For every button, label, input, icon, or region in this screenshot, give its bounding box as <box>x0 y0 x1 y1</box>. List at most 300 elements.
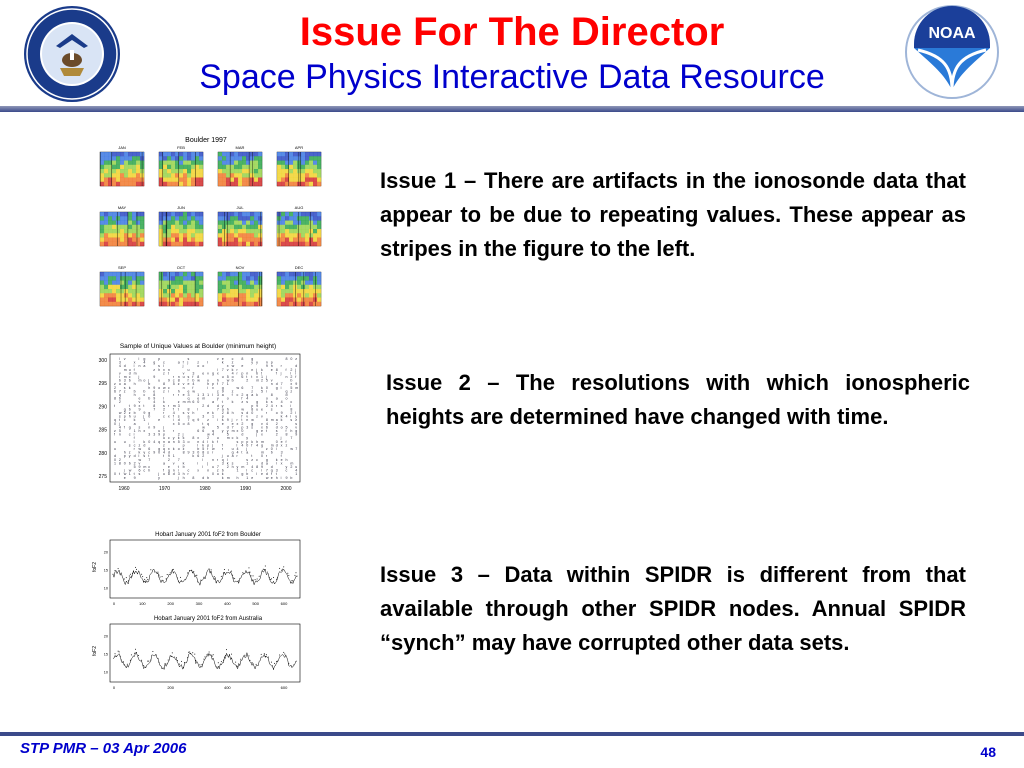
grid-cell <box>124 238 128 242</box>
unique-value-mark: d <box>275 443 278 448</box>
unique-value-mark: l <box>246 468 248 473</box>
grid-cell <box>289 285 293 289</box>
grid-cell <box>230 233 234 237</box>
unique-value-mark: t <box>251 375 253 379</box>
grid-cell <box>230 238 234 242</box>
grid-cell <box>100 212 104 216</box>
grid-cell <box>242 289 246 293</box>
unique-value-mark: 0 <box>114 472 116 477</box>
grid-cell <box>136 161 140 165</box>
grid-cell <box>222 293 226 297</box>
grid-cell <box>297 298 301 302</box>
grid-cell <box>195 293 199 297</box>
month-label-jan: JAN <box>118 145 126 150</box>
hobart-data-point <box>188 652 189 653</box>
unique-value-mark: p <box>123 454 126 459</box>
unique-value-mark: i <box>290 414 292 419</box>
grid-cell <box>246 173 250 177</box>
hobart-data-point <box>234 578 235 579</box>
grid-cell <box>171 272 175 276</box>
unique-value-mark: c <box>236 393 239 397</box>
unique-value-mark: 9 <box>153 425 156 430</box>
grid-cell <box>191 298 195 302</box>
unique-value-mark: 3 <box>280 450 283 455</box>
hobart-x-tick: 200 <box>167 685 175 690</box>
unique-value-mark: i <box>275 447 277 451</box>
unique-value-mark: p <box>182 443 185 448</box>
grid-cell <box>313 298 317 302</box>
grid-cell <box>100 289 104 293</box>
grid-cell <box>104 276 108 280</box>
grid-cell <box>226 233 230 237</box>
unique-value-mark: 6 <box>241 375 244 379</box>
hobart-data-point <box>259 576 260 577</box>
grid-cell <box>309 156 313 160</box>
grid-cell <box>183 178 187 182</box>
unique-value-mark: r <box>275 461 277 466</box>
grid-cell <box>226 216 230 220</box>
grid-cell <box>293 225 297 229</box>
grid-cell <box>163 212 167 216</box>
grid-cell <box>230 229 234 233</box>
unique-value-mark: f <box>192 385 194 390</box>
grid-cell <box>313 233 317 237</box>
unique-value-mark: n <box>182 385 185 390</box>
hobart-panel2-ylabel: foF2 <box>92 645 98 656</box>
unique-value-mark: 2 <box>207 436 210 441</box>
unique-value-mark: m <box>123 367 127 372</box>
unique-value-mark: s <box>138 472 141 477</box>
unique-value-mark: 2 <box>290 375 293 379</box>
grid-cell <box>222 165 226 169</box>
grid-cell <box>309 238 313 242</box>
grid-cell <box>120 182 124 186</box>
grid-cell <box>171 233 175 237</box>
unique-value-mark: j <box>212 443 213 448</box>
grid-cell <box>140 281 144 285</box>
unique-value-mark: g <box>261 443 263 448</box>
grid-cell <box>167 276 171 280</box>
grid-cell <box>226 298 230 302</box>
unique-value-mark: f <box>216 382 218 387</box>
unique-value-mark: 9 <box>133 475 136 480</box>
unique-value-mark: w <box>226 378 230 383</box>
grid-cell <box>258 289 262 293</box>
unique-value-mark: u <box>187 367 190 372</box>
grid-cell <box>250 161 254 165</box>
grid-cell <box>132 182 136 186</box>
unique-value-mark: 4 <box>153 400 156 405</box>
unique-value-mark: n <box>207 468 210 473</box>
grid-cell <box>293 302 297 306</box>
hobart-data-point <box>166 578 167 579</box>
unique-value-mark: m <box>202 396 206 401</box>
unique-value-mark: h <box>275 475 278 480</box>
grid-cell <box>246 302 250 306</box>
unique-value-mark: f <box>182 360 184 365</box>
grid-cell <box>313 242 317 246</box>
hobart-x-tick: 100 <box>138 601 146 606</box>
unique-value-mark: 8 <box>192 475 195 480</box>
unique-value-mark: 2 <box>202 403 205 408</box>
hobart-data-point <box>196 575 197 576</box>
grid-cell <box>218 293 222 297</box>
unique-value-mark: s <box>231 461 234 466</box>
unique-value-mark: 6 <box>241 385 244 390</box>
grid-cell <box>238 152 242 156</box>
unique-value-mark: x <box>226 364 229 369</box>
unique-value-mark: t <box>163 454 164 459</box>
unique-value-mark: g <box>295 429 298 433</box>
unique-value-mark: 3 <box>177 472 180 477</box>
unique-value-mark: 8 <box>192 436 195 441</box>
grid-cell <box>242 178 246 182</box>
grid-cell <box>293 161 297 165</box>
grid-cell <box>136 298 140 302</box>
grid-cell <box>191 165 195 169</box>
grid-cell <box>258 229 262 233</box>
grid-cell <box>163 233 167 237</box>
unique-value-mark: f <box>275 371 277 376</box>
grid-cell <box>309 216 313 220</box>
unique-value-mark: i <box>295 371 297 376</box>
grid-cell <box>187 173 191 177</box>
unique-value-mark: 8 <box>285 432 288 437</box>
unique-value-mark: j <box>123 468 125 473</box>
unique-value-mark: l <box>216 367 218 372</box>
grid-cell <box>293 298 297 302</box>
unique-value-mark: e <box>202 371 205 376</box>
grid-cell <box>128 289 132 293</box>
grid-cell <box>171 281 175 285</box>
grid-cell <box>179 161 183 165</box>
grid-cell <box>132 285 136 289</box>
unique-value-mark: v <box>261 414 263 419</box>
grid-cell <box>167 173 171 177</box>
grid-cell <box>179 152 183 156</box>
unique-value-mark: 1 <box>261 375 263 379</box>
hobart-data-point <box>274 663 275 664</box>
grid-cell <box>112 242 116 246</box>
unique-value-mark: g <box>167 468 170 473</box>
grid-cell <box>128 173 132 177</box>
unique-value-mark: 2 <box>241 421 244 426</box>
grid-cell <box>258 281 262 285</box>
grid-cell <box>301 293 305 297</box>
unique-value-mark: e <box>197 396 200 401</box>
grid-cell <box>258 173 262 177</box>
unique-value-mark: 9 <box>153 375 156 379</box>
grid-cell <box>222 229 226 233</box>
unique-value-mark: 2 <box>163 407 165 412</box>
grid-cell <box>120 161 124 165</box>
grid-cell <box>254 238 258 242</box>
grid-cell <box>293 178 297 182</box>
grid-cell <box>167 238 171 242</box>
grid-cell <box>128 161 132 165</box>
grid-cell <box>136 165 140 169</box>
unique-value-mark: k <box>163 400 165 405</box>
grid-cell <box>297 238 301 242</box>
unique-value-mark: b <box>182 465 185 469</box>
grid-cell <box>301 229 305 233</box>
grid-cell <box>116 161 120 165</box>
grid-cell <box>136 229 140 233</box>
unique-value-mark: 3 <box>192 371 195 376</box>
grid-cell <box>230 161 234 165</box>
unique-value-mark: f <box>216 439 218 444</box>
unique-value-mark: k <box>251 439 253 444</box>
grid-cell <box>289 221 293 225</box>
unique-value-mark: e <box>158 418 161 423</box>
grid-cell <box>199 289 203 293</box>
grid-cell <box>301 178 305 182</box>
unique-value-mark: z <box>128 411 131 415</box>
grid-cell <box>281 302 285 306</box>
grid-cell <box>277 293 281 297</box>
grid-cell <box>175 238 179 242</box>
grid-cell <box>100 216 104 220</box>
grid-cell <box>242 212 246 216</box>
unique-value-mark: f <box>295 375 297 379</box>
unique-value-mark: 8 <box>265 418 268 423</box>
grid-cell <box>297 285 301 289</box>
hobart-data-point <box>235 662 236 663</box>
grid-cell <box>124 216 128 220</box>
grid-cell <box>112 173 116 177</box>
grid-cell <box>167 178 171 182</box>
hobart-data-point <box>283 566 284 567</box>
grid-cell <box>222 276 226 280</box>
grid-cell <box>297 233 301 237</box>
unique-value-mark: z <box>114 429 116 433</box>
grid-cell <box>218 229 222 233</box>
hobart-x-tick: 0 <box>112 601 116 606</box>
grid-cell <box>183 216 187 220</box>
grid-cell <box>226 293 230 297</box>
unique-value-mark: w <box>251 418 254 423</box>
grid-cell <box>297 225 301 229</box>
grid-cell <box>140 272 144 276</box>
grid-cell <box>254 216 258 220</box>
hobart-x-tick: 400 <box>223 685 231 690</box>
grid-cell <box>104 178 108 182</box>
grid-cell <box>112 161 116 165</box>
unique-value-mark: 4 <box>163 450 165 455</box>
grid-cell <box>234 225 238 229</box>
unique-value-mark: k <box>280 414 283 419</box>
unique-value-mark: s <box>123 385 126 390</box>
grid-cell <box>301 225 305 229</box>
grid-cell <box>100 173 104 177</box>
hobart-data-point <box>211 569 212 570</box>
unique-value-mark: k <box>221 360 224 365</box>
unique-value-mark: 8 <box>241 357 244 361</box>
hobart-data-point <box>209 651 210 652</box>
hobart-data-point <box>113 574 114 575</box>
grid-cell <box>191 212 195 216</box>
grid-cell <box>313 216 317 220</box>
unique-value-mark: 3 <box>246 425 249 430</box>
hobart-data-point <box>173 569 174 570</box>
unique-value-mark: 9 <box>285 475 288 480</box>
unique-value-mark: 7 <box>221 367 224 372</box>
grid-cell <box>242 152 246 156</box>
grid-cell <box>195 298 199 302</box>
grid-cell <box>112 229 116 233</box>
unique-value-mark: d <box>143 443 146 448</box>
unique-value-mark: 7 <box>118 389 121 394</box>
unique-value-mark: 8 <box>153 393 156 397</box>
unique-value-mark: a <box>143 364 146 369</box>
grid-cell <box>242 233 246 237</box>
grid-cell <box>171 229 175 233</box>
grid-cell <box>159 182 163 186</box>
unique-value-mark: f <box>187 378 189 383</box>
grid-cell <box>199 298 203 302</box>
grid-cell <box>242 161 246 165</box>
grid-cell <box>108 276 112 280</box>
grid-cell <box>313 165 317 169</box>
grid-cell <box>104 285 108 289</box>
grid-cell <box>230 285 234 289</box>
grid-cell <box>234 281 238 285</box>
grid-cell <box>163 216 167 220</box>
grid-cell <box>238 156 242 160</box>
grid-cell <box>136 276 140 280</box>
hobart-data-point <box>268 657 269 658</box>
grid-cell <box>140 298 144 302</box>
grid-cell <box>112 276 116 280</box>
grid-cell <box>234 289 238 293</box>
grid-cell <box>277 169 281 173</box>
unique-value-mark: b <box>246 472 249 477</box>
unique-value-mark: c <box>231 436 234 441</box>
unique-value-mark: 9 <box>221 389 224 394</box>
grid-cell <box>293 272 297 276</box>
grid-cell <box>250 238 254 242</box>
grid-cell <box>124 285 128 289</box>
grid-cell <box>132 161 136 165</box>
unique-value-mark: p <box>241 425 244 430</box>
grid-cell <box>254 152 258 156</box>
grid-cell <box>242 238 246 242</box>
grid-cell <box>309 298 313 302</box>
unique-value-mark: 3 <box>148 432 151 437</box>
unique-value-mark: 4 <box>241 443 244 448</box>
unique-value-mark: w <box>138 447 142 451</box>
grid-cell <box>250 242 254 246</box>
grid-cell <box>120 156 124 160</box>
month-label-jun: JUN <box>177 205 185 210</box>
hobart-data-point <box>152 651 153 652</box>
grid-cell <box>120 173 124 177</box>
unique-value-mark: w <box>128 468 132 473</box>
grid-cell <box>246 285 250 289</box>
hobart-data-point <box>135 567 136 568</box>
unique-value-mark: 4 <box>256 443 259 448</box>
grid-cell <box>242 165 246 169</box>
grid-cell <box>136 225 140 229</box>
unique-value-mark: b <box>118 378 121 383</box>
grid-cell <box>124 293 128 297</box>
unique-value-mark: g <box>221 385 224 390</box>
grid-cell <box>305 221 309 225</box>
grid-cell <box>167 216 171 220</box>
grid-cell <box>230 293 234 297</box>
hobart-data-point <box>257 578 258 579</box>
unique-value-mark: 8 <box>285 357 288 361</box>
unique-value-mark: e <box>241 364 244 369</box>
unique-value-mark: c <box>172 378 175 383</box>
grid-cell <box>183 242 187 246</box>
grid-cell <box>238 242 242 246</box>
grid-cell <box>191 302 195 306</box>
grid-cell <box>183 161 187 165</box>
grid-cell <box>281 272 285 276</box>
unique-value-mark: 3 <box>123 378 126 383</box>
hobart-y-tick: 10 <box>103 586 108 591</box>
grid-cell <box>281 281 285 285</box>
grid-cell <box>128 169 132 173</box>
grid-cell <box>175 233 179 237</box>
grid-cell <box>179 216 183 220</box>
grid-cell <box>167 182 171 186</box>
grid-cell <box>313 302 317 306</box>
grid-cell <box>313 293 317 297</box>
unique-value-mark: 8 <box>187 407 190 412</box>
grid-cell <box>246 272 250 276</box>
grid-cell <box>187 289 191 293</box>
unique-value-mark: k <box>177 436 180 441</box>
grid-cell <box>140 216 144 220</box>
unique-value-mark: z <box>216 468 219 473</box>
unique-value-mark: w <box>163 385 166 390</box>
unique-value-mark: l <box>163 364 164 369</box>
grid-cell <box>128 156 132 160</box>
unique-value-mark: 7 <box>153 407 156 412</box>
grid-cell <box>218 289 222 293</box>
grid-cell <box>285 221 289 225</box>
grid-cell <box>293 212 297 216</box>
grid-cell <box>167 242 171 246</box>
grid-cell <box>254 169 258 173</box>
grid-cell <box>222 233 226 237</box>
hobart-data-point <box>141 660 142 661</box>
grid-cell <box>234 178 238 182</box>
grid-cell <box>317 173 321 177</box>
hobart-data-point <box>261 654 262 655</box>
grid-cell <box>183 225 187 229</box>
unique-value-mark: d <box>295 364 298 369</box>
grid-cell <box>305 161 309 165</box>
grid-cell <box>238 182 242 186</box>
unique-value-mark: r <box>207 447 209 451</box>
grid-cell <box>218 156 222 160</box>
month-label-jul: JUL <box>236 205 244 210</box>
unique-value-mark: 9 <box>167 378 170 383</box>
grid-cell <box>191 281 195 285</box>
grid-cell <box>128 238 132 242</box>
grid-cell <box>281 178 285 182</box>
grid-cell <box>187 293 191 297</box>
grid-cell <box>159 281 163 285</box>
unique-value-mark: 4 <box>192 382 195 387</box>
grid-cell <box>222 289 226 293</box>
unique-value-mark: r <box>163 411 165 415</box>
grid-cell <box>199 165 203 169</box>
grid-cell <box>191 216 195 220</box>
